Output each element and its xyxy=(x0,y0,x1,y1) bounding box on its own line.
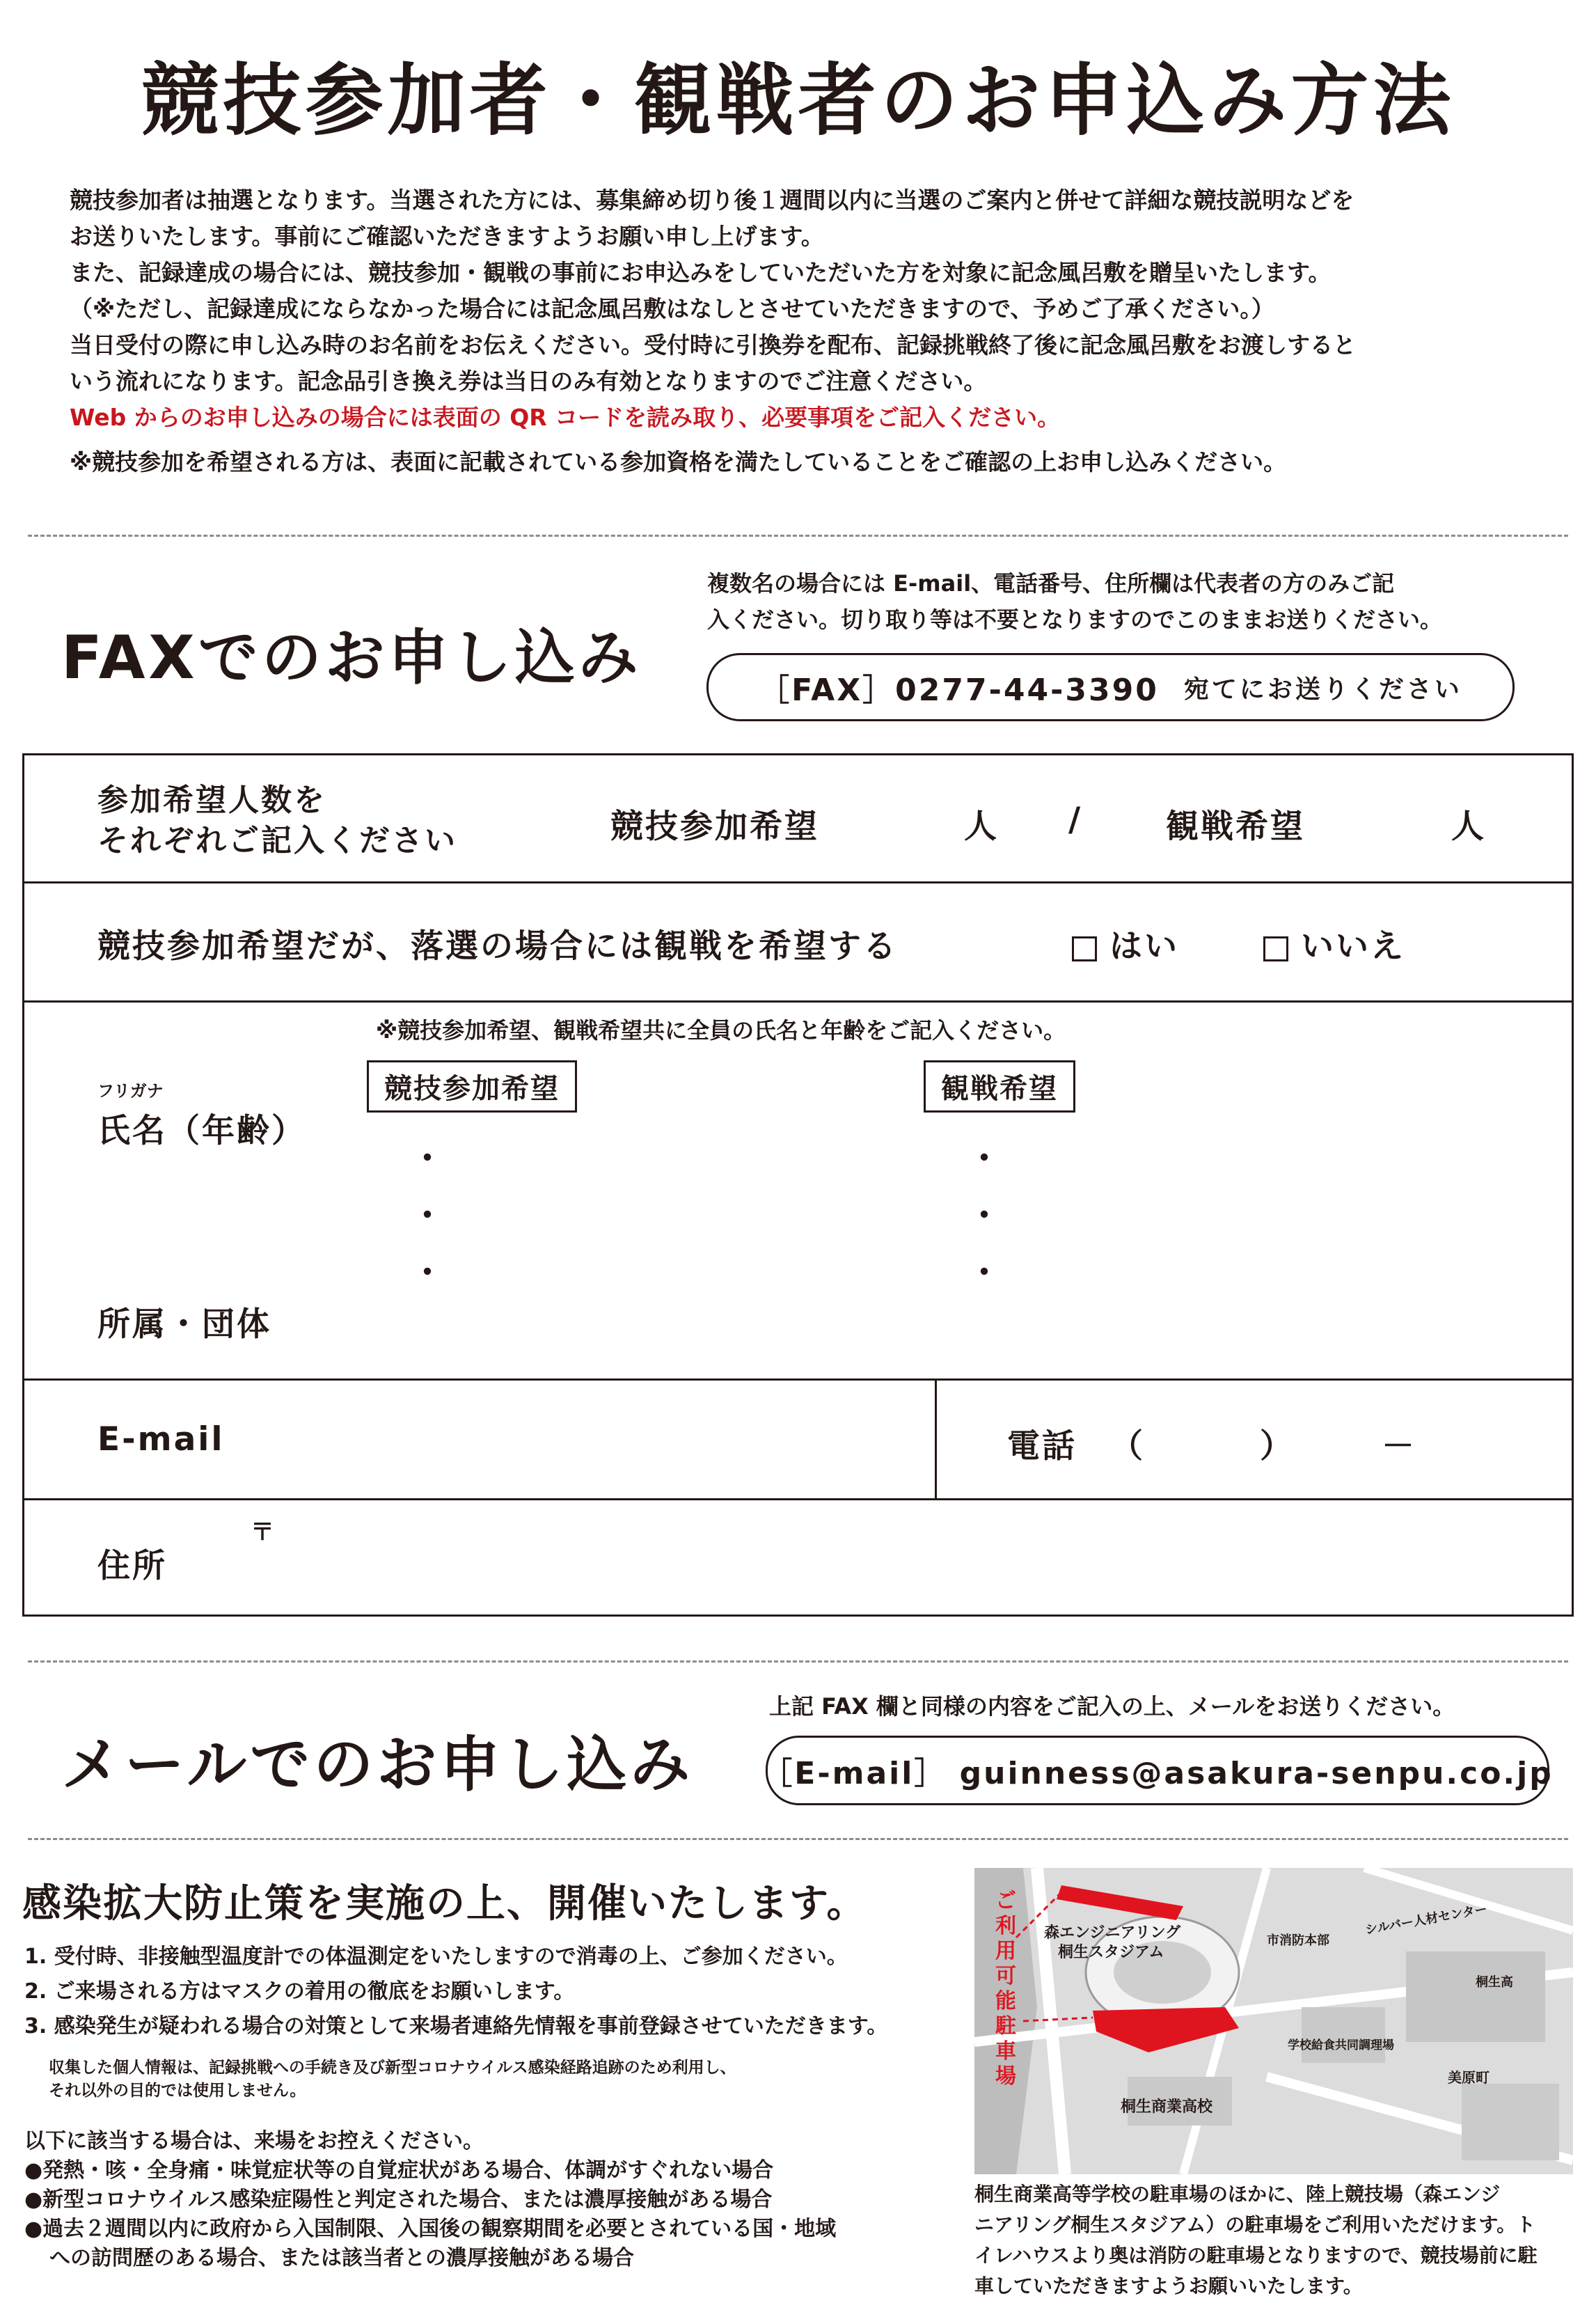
address-field[interactable] xyxy=(289,1514,1542,1598)
watch-name-entry[interactable]: ・ xyxy=(967,1139,1002,1178)
count-label-line: それぞれご記入ください xyxy=(97,823,457,858)
yes-checkbox[interactable] xyxy=(1072,920,1179,967)
measure-item: 2. ご来場される方はマスクの着用の徹底をお願いします。 xyxy=(24,1979,575,2004)
name-age-label: 氏名（年齢） xyxy=(97,1112,306,1150)
paren-open: （ xyxy=(1110,1427,1145,1466)
fax-section-title: FAXでのお申し込み xyxy=(61,623,642,693)
fire-station-label: 市消防本部 xyxy=(1267,1933,1329,1948)
fax-number: ［FAX］0277-44-3390 xyxy=(759,673,1159,708)
compete-name-entry[interactable]: ・ xyxy=(411,1196,445,1235)
count-label-line: 参加希望人数を xyxy=(97,783,326,818)
compete-tag: 競技参加希望 xyxy=(367,1060,577,1113)
fax-note xyxy=(707,565,1442,638)
compete-name-entry[interactable]: ・ xyxy=(411,1139,445,1178)
stadium-label xyxy=(1044,1924,1180,1963)
refrain-item: ●過去２週間以内に政府から入国制限、入国後の観察期間を必要とされている国・地域 xyxy=(24,2217,837,2241)
fax-note-line: 複数名の場合には E-mail、電話番号、住所欄は代表者の方のみご記 xyxy=(707,570,1395,597)
intro-line: 当日受付の際に申し込み時のお名前をお伝えください。受付時に引換券を配布、記録挑戦終了後に記念風呂敷をお渡しすると xyxy=(70,331,1356,359)
phone-label: 電話 xyxy=(1007,1427,1077,1466)
school-lunch-label: 学校給食共同調理場 xyxy=(1288,2038,1394,2052)
no-label: いいえ xyxy=(1301,927,1405,966)
phone-dash: － xyxy=(1382,1427,1416,1466)
form-row-divider xyxy=(24,1000,1572,1003)
mail-address-box xyxy=(761,1736,1554,1805)
privacy-line: 収集した個人情報は、記録挑戦への手続き及び新型コロナウイルス感染経路追跡のため利用し、 xyxy=(49,2059,736,2077)
caption-line: ニアリング桐生スタジアム）の駐車場をご利用いただけます。ト xyxy=(974,2213,1536,2236)
divider xyxy=(28,1838,1568,1840)
affiliation-field[interactable] xyxy=(317,1291,1500,1347)
watch-name-entry[interactable]: ・ xyxy=(967,1253,1002,1292)
email-field[interactable] xyxy=(233,1403,929,1466)
map-caption xyxy=(974,2179,1573,2302)
fax-note-line: 入ください。切り取り等は不要となりますのでこのままお送りください。 xyxy=(707,606,1443,633)
checkbox-icon xyxy=(1263,936,1288,961)
caption-line: 桐生商業高等学校の駐車場のほかに、陸上競技場（森エンジ xyxy=(974,2183,1501,2206)
refrain-item: ●発熱・咳・全身痛・味覚症状等の自覚症状がある場合、体調がすぐれない場合 xyxy=(24,2158,774,2183)
no-checkbox[interactable] xyxy=(1263,920,1405,967)
compete-name-entry[interactable]: ・ xyxy=(411,1253,445,1292)
refrain-title: 以下に該当する場合は、来場をお控えください。 xyxy=(24,2129,484,2153)
participant-count-label xyxy=(97,780,457,861)
fallback-question: 競技参加希望だが、落選の場合には観戦を希望する xyxy=(97,927,898,966)
intro-line: いう流れになります。記念品引き換え券は当日のみ有効となりますのでご注意ください。 xyxy=(70,368,987,395)
refrain-item-cont: への訪問歴のある場合、または該当者との濃厚接触がある場合 xyxy=(49,2246,634,2270)
parking-label: ご利用可能駐車場 xyxy=(995,1889,1016,2089)
form-row-divider xyxy=(24,881,1572,883)
fax-number-suffix: 宛てにお送りください xyxy=(1183,675,1462,704)
address-label: 住所 xyxy=(97,1547,167,1585)
measure-item: 1. 受付時、非接触型温度計での体温測定をいたしますので消毒の上、ご参加ください。 xyxy=(24,1944,848,1969)
phone-field[interactable] xyxy=(1138,1403,1542,1466)
intro-line: 競技参加者は抽選となります。当選された方には、募集締め切り後１週間以内に当選のご案内と併せて詳細な競技説明などを xyxy=(70,187,1354,214)
checkbox-icon xyxy=(1072,936,1097,961)
furigana-label: フリガナ xyxy=(97,1081,164,1101)
postal-mark: 〒 xyxy=(251,1518,274,1546)
silver-center-label: シルバー人材センター xyxy=(1364,1901,1489,1938)
watch-person-unit: 人 xyxy=(1451,808,1486,846)
intro-text xyxy=(70,182,1545,480)
parking-map xyxy=(974,1868,1573,2174)
caption-line: 車していただきますようお願いいたします。 xyxy=(974,2274,1363,2297)
fax-number-box xyxy=(706,653,1515,721)
divider xyxy=(28,535,1568,537)
intro-line: （※ただし、記録達成にならなかった場合には記念風呂敷はなしとさせていただきますので、予めご了承ください。） xyxy=(70,295,1274,322)
watch-wish-label: 観戦希望 xyxy=(1166,808,1305,846)
form-row-divider xyxy=(24,1498,1572,1500)
qualification-note: ※競技参加を希望される方は、表面に記載されている参加資格を満たしていることをご確認の上お申し込みください。 xyxy=(70,448,1287,476)
watch-name-entry[interactable]: ・ xyxy=(967,1196,1002,1235)
stadium-line: 桐生スタジアム xyxy=(1058,1944,1164,1961)
infection-title: 感染拡大防止策を実施の上、開催いたします。 xyxy=(22,1881,867,1926)
mail-section-title: メールでのお申し込み xyxy=(61,1730,694,1800)
mail-note: 上記 FAX 欄と同様の内容をご記入の上、メールをお送りください。 xyxy=(769,1693,1455,1720)
privacy-line: それ以外の目的では使用しません。 xyxy=(49,2082,306,2100)
paren-close: ） xyxy=(1260,1427,1295,1466)
infection-measures xyxy=(24,1942,887,2041)
privacy-note xyxy=(49,2057,736,2103)
watch-count-field[interactable] xyxy=(1319,783,1458,853)
yes-label: はい xyxy=(1109,927,1179,966)
refrain-section xyxy=(24,2127,836,2273)
watch-tag: 観戦希望 xyxy=(924,1060,1075,1113)
intro-line: お送りいたします。事前にご確認いただきますようお願い申し上げます。 xyxy=(70,223,824,250)
commerce-high-label: 桐生商業高校 xyxy=(1121,2098,1213,2116)
compete-person-unit: 人 xyxy=(964,808,999,846)
form-row-divider xyxy=(24,1378,1572,1381)
web-notice: Web からのお申し込みの場合には表面の QR コードを読み取り、必要事項をご記入ください。 xyxy=(70,404,1061,431)
email-label: E-mail xyxy=(97,1420,225,1459)
kiryu-high-label: 桐生高 xyxy=(1476,1975,1513,1990)
compete-wish-label: 競技参加希望 xyxy=(610,808,819,846)
intro-line: また、記録達成の場合には、競技参加・観戦の事前にお申込みをしていただいた方を対象に記念風呂敷を贈呈いたします。 xyxy=(70,259,1332,286)
names-note: ※競技参加希望、観戦希望共に全員の氏名と年齢をご記入ください。 xyxy=(376,1017,1066,1044)
mail-address[interactable]: ［E-mail］ guinness@asakura-senpu.co.jp xyxy=(761,1756,1554,1791)
fax-application-form xyxy=(22,753,1574,1617)
refrain-item: ●新型コロナウイルス感染症陽性と判定された場合、または濃厚接触がある場合 xyxy=(24,2187,773,2212)
compete-count-field[interactable] xyxy=(762,783,971,853)
caption-line: イレハウスより奥は消防の駐車場となりますので、競技場前に駐 xyxy=(974,2244,1538,2267)
slash: / xyxy=(1068,801,1083,839)
stadium-line: 森エンジニアリング xyxy=(1044,1924,1181,1942)
page-title: 競技参加者・観戦者のお申込み方法 xyxy=(141,56,1455,146)
measure-item: 3. 感染発生が疑われる場合の対策として来場者連絡先情報を事前登録させていただきます。 xyxy=(24,2014,888,2038)
mihara-label: 美原町 xyxy=(1448,2069,1490,2086)
column-divider xyxy=(935,1378,937,1498)
divider xyxy=(28,1660,1568,1663)
affiliation-label: 所属・団体 xyxy=(97,1305,271,1344)
